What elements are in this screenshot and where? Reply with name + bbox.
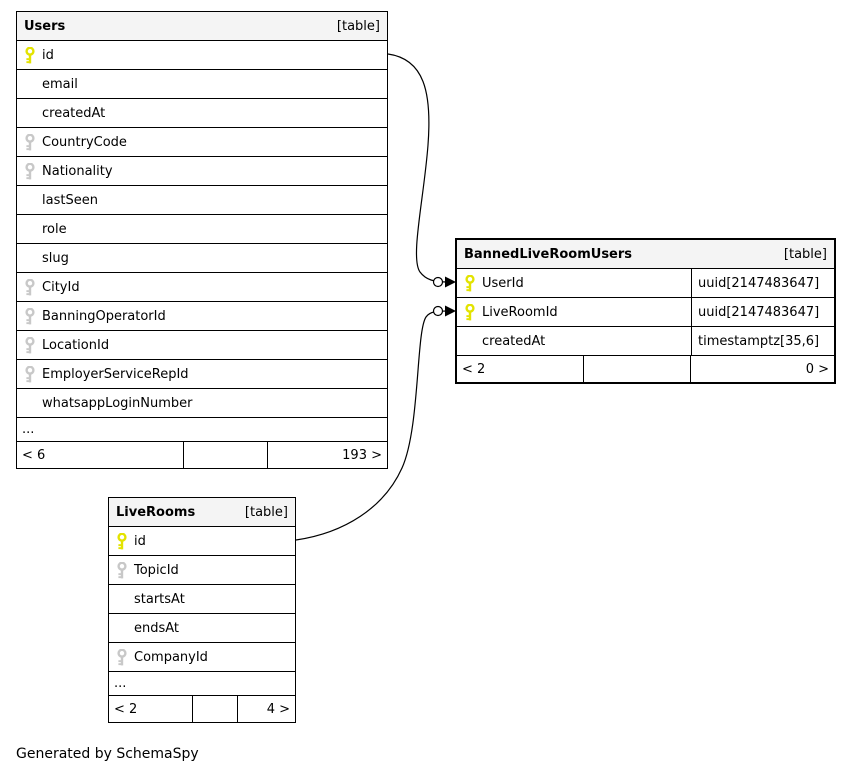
table-tag: [table] — [336, 18, 380, 34]
zero-circle-icon — [434, 307, 443, 316]
foreign-key-icon — [25, 134, 35, 151]
key-icon-placeholder — [25, 76, 35, 93]
column-name: endsAt — [134, 620, 180, 636]
footer-right-count: 0 > — [805, 361, 829, 377]
column-row — [17, 157, 387, 186]
key-icon-placeholder — [25, 395, 35, 412]
column-name: createdAt — [42, 105, 106, 121]
column-name: CompanyId — [134, 649, 208, 665]
foreign-key-icon — [25, 308, 35, 325]
column-name: createdAt — [482, 333, 546, 349]
column-name: id — [134, 533, 146, 549]
foreign-key-icon — [117, 562, 127, 579]
column-row — [109, 556, 295, 585]
ellipsis-row: ... — [17, 418, 387, 442]
column-name: LocationId — [42, 337, 110, 353]
table-live-rooms[interactable] — [108, 497, 296, 723]
table-header — [457, 240, 834, 269]
ellipsis-row: ... — [109, 672, 295, 696]
column-name: id — [42, 47, 54, 63]
column-name: UserId — [482, 275, 524, 291]
column-type: uuid[2147483647] — [691, 269, 834, 297]
column-row — [457, 327, 834, 356]
pagination-footer — [457, 356, 834, 382]
table-title[interactable]: BannedLiveRoomUsers — [464, 246, 633, 262]
primary-key-icon — [465, 304, 475, 321]
table-tag: [table] — [244, 504, 288, 520]
column-row — [17, 273, 387, 302]
footer-middle-cell — [193, 696, 238, 722]
table-users[interactable] — [16, 11, 388, 469]
footer-left-count: < 2 — [109, 696, 193, 722]
key-icon-placeholder — [117, 591, 127, 608]
footer-right-count: 4 > — [266, 701, 290, 717]
generated-by-note: Generated by SchemaSpy — [16, 746, 199, 762]
key-icon-placeholder — [465, 333, 475, 350]
key-icon-placeholder — [25, 250, 35, 267]
footer-middle-cell — [584, 356, 691, 382]
column-row — [109, 643, 295, 672]
key-icon-placeholder — [25, 192, 35, 209]
table-banned-live-room-users[interactable] — [455, 238, 836, 384]
column-name: TopicId — [134, 562, 179, 578]
column-row — [457, 298, 834, 327]
column-row — [17, 99, 387, 128]
column-row — [109, 614, 295, 643]
table-header — [17, 12, 387, 41]
foreign-key-icon — [25, 279, 35, 296]
column-row — [17, 360, 387, 389]
footer-left-count: < 2 — [457, 356, 584, 382]
table-title[interactable]: LiveRooms — [116, 504, 196, 520]
column-name: BanningOperatorId — [42, 308, 166, 324]
column-name: slug — [42, 250, 69, 266]
column-name: role — [42, 221, 67, 237]
foreign-key-icon — [117, 649, 127, 666]
column-row — [17, 331, 387, 360]
pagination-footer — [17, 442, 387, 468]
column-name: CityId — [42, 279, 80, 295]
column-row — [17, 302, 387, 331]
column-row — [17, 389, 387, 418]
zero-circle-icon — [434, 278, 443, 287]
column-type: uuid[2147483647] — [691, 298, 834, 326]
column-row — [17, 41, 387, 70]
column-row — [457, 269, 834, 298]
column-name: email — [42, 76, 78, 92]
column-name: startsAt — [134, 591, 185, 607]
primary-key-icon — [465, 275, 475, 292]
column-name: Nationality — [42, 163, 113, 179]
key-icon-placeholder — [117, 620, 127, 637]
column-row — [17, 128, 387, 157]
primary-key-icon — [25, 47, 35, 64]
column-row — [17, 70, 387, 99]
column-row — [17, 186, 387, 215]
footer-right-count: 193 > — [342, 447, 382, 463]
column-name: LiveRoomId — [482, 304, 558, 320]
connector-users-to-banned — [388, 54, 456, 288]
column-row — [17, 215, 387, 244]
column-name: whatsappLoginNumber — [42, 395, 193, 411]
key-icon-placeholder — [25, 221, 35, 238]
column-name: EmployerServiceRepId — [42, 366, 189, 382]
table-title[interactable]: Users — [24, 18, 66, 34]
table-tag: [table] — [783, 246, 827, 262]
column-name: lastSeen — [42, 192, 98, 208]
footer-left-count: < 6 — [17, 442, 184, 468]
table-header — [109, 498, 295, 527]
column-type: timestamptz[35,6] — [691, 327, 834, 355]
column-row — [17, 244, 387, 273]
column-row — [109, 527, 295, 556]
foreign-key-icon — [25, 366, 35, 383]
foreign-key-icon — [25, 337, 35, 354]
column-row — [109, 585, 295, 614]
foreign-key-icon — [25, 163, 35, 180]
primary-key-icon — [117, 533, 127, 550]
column-name: CountryCode — [42, 134, 127, 150]
footer-middle-cell — [184, 442, 268, 468]
key-icon-placeholder — [25, 105, 35, 122]
pagination-footer — [109, 696, 295, 722]
